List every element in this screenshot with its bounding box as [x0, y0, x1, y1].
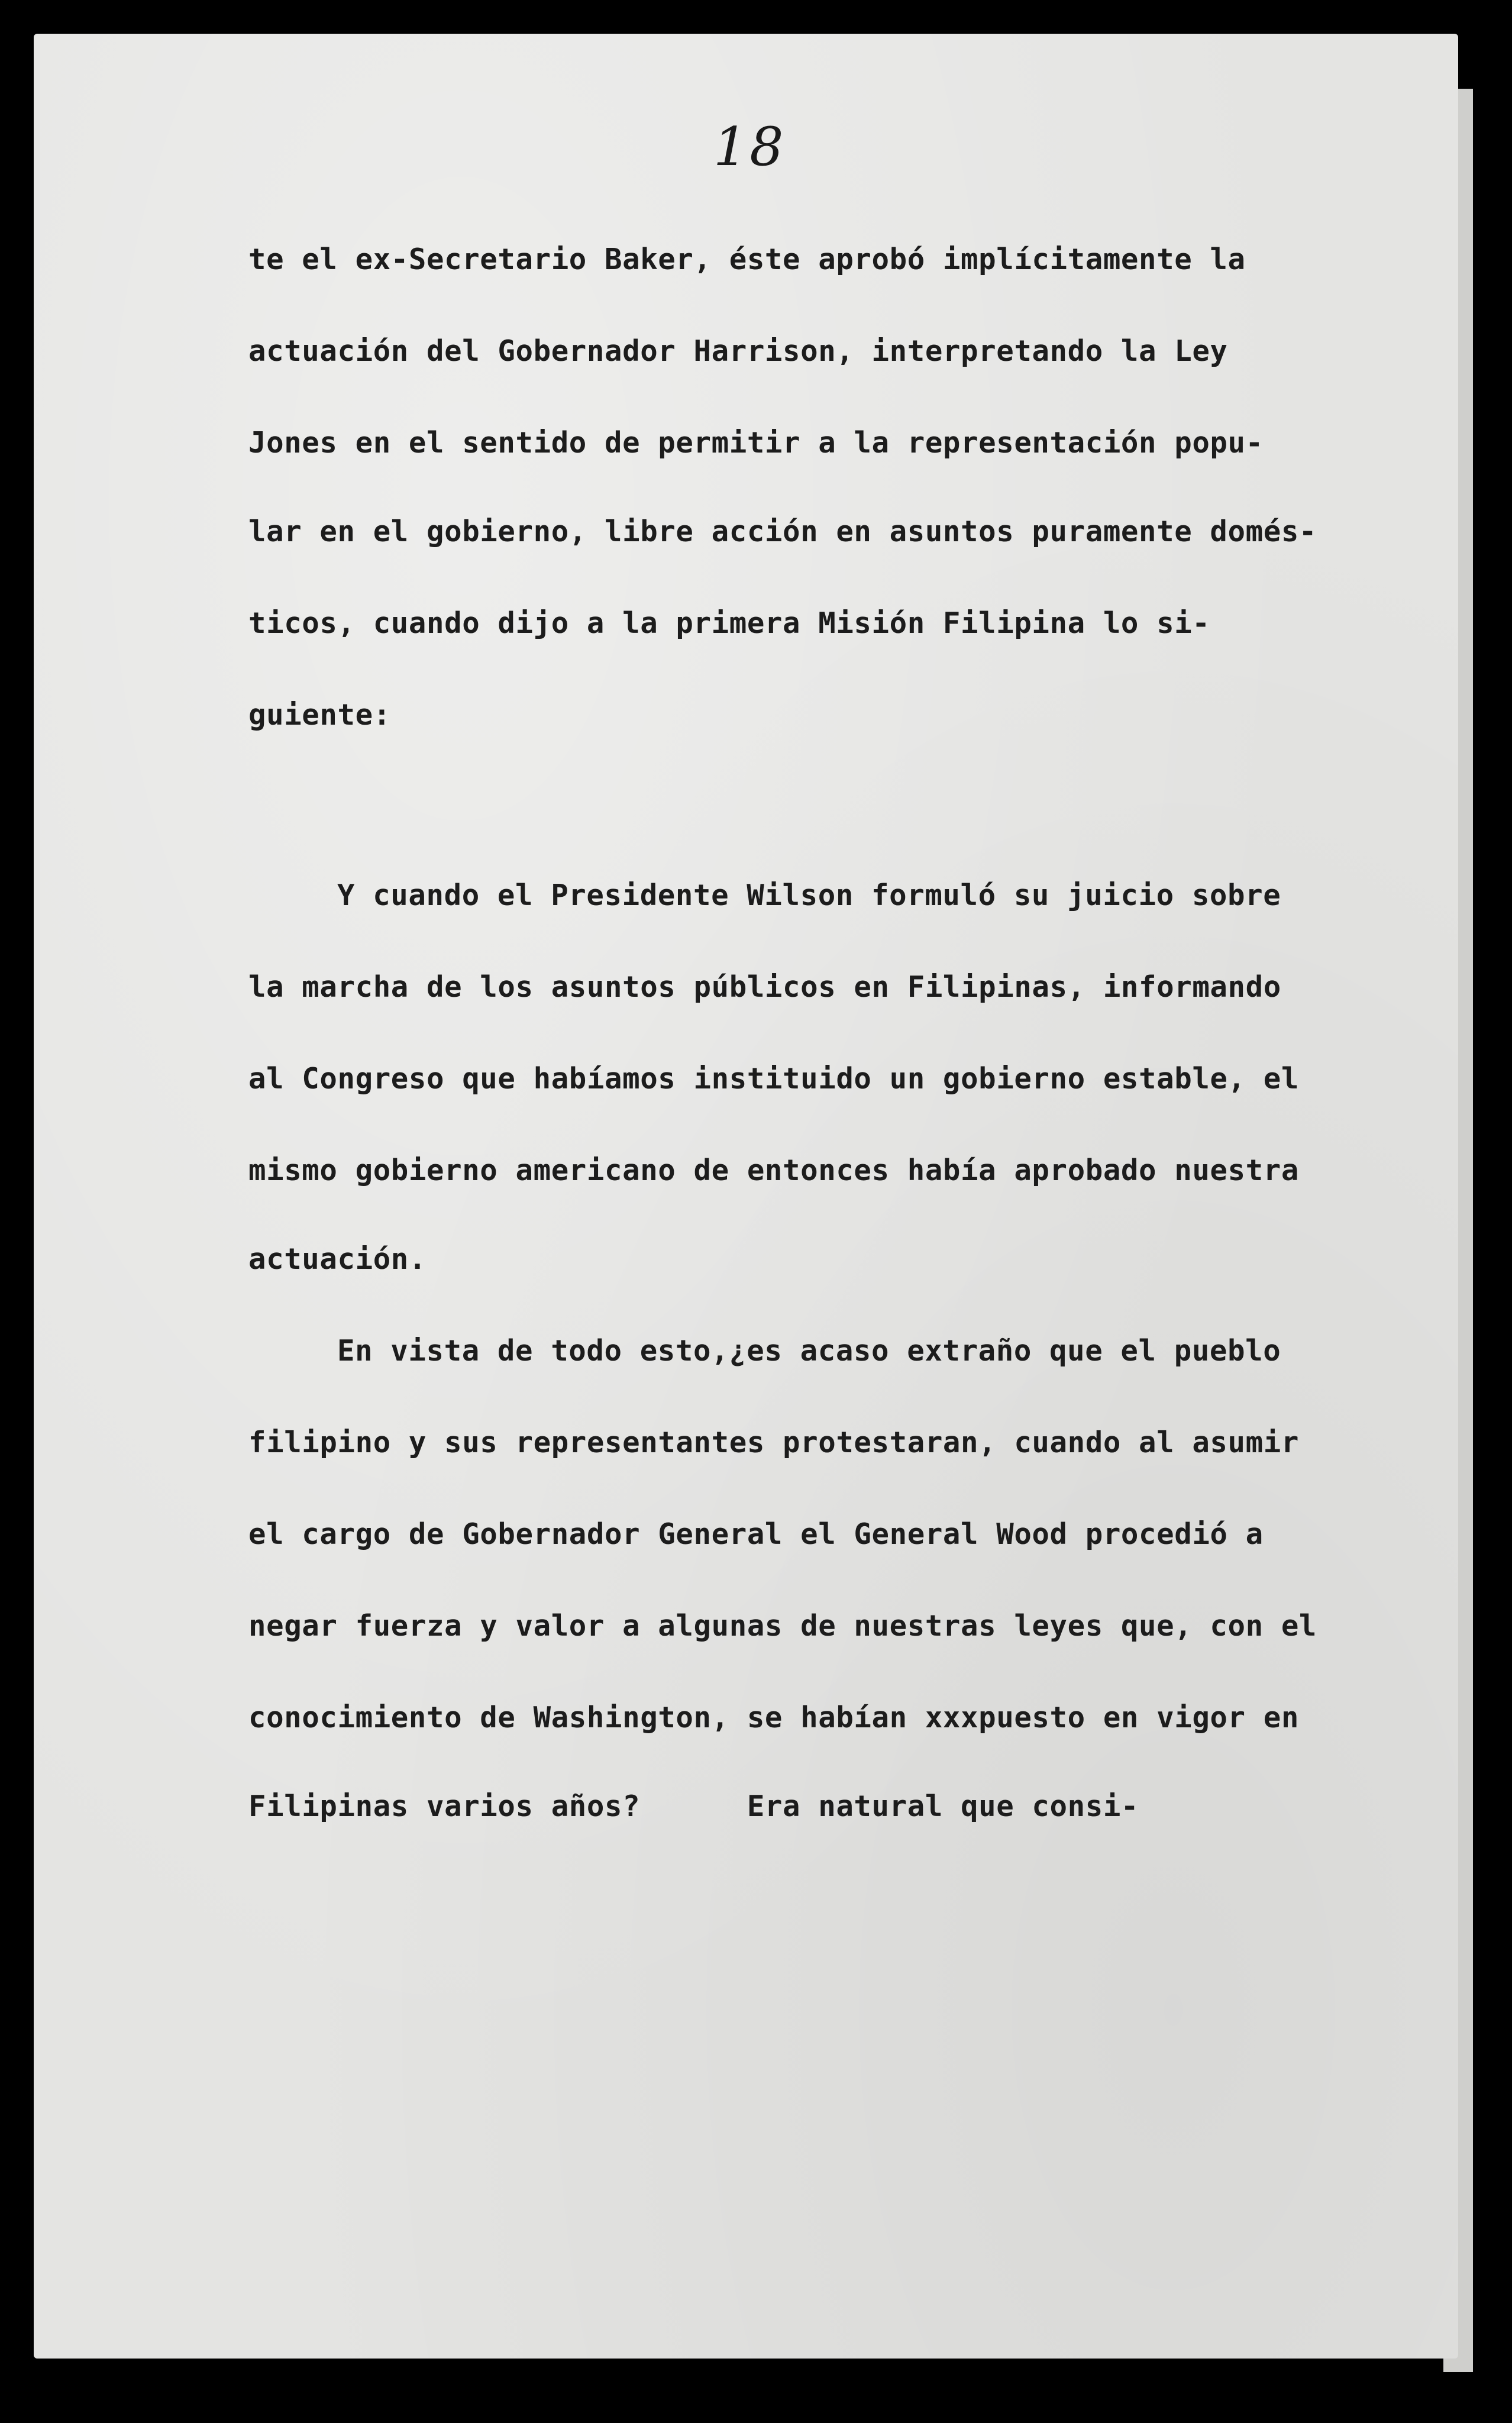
- text-line: guiente:: [248, 698, 391, 732]
- text-line: En vista de todo esto,¿es acaso extraño que el pueblo: [337, 1334, 1281, 1368]
- text-line: mismo gobierno americano de entonces había aprobado nuestra: [248, 1154, 1299, 1187]
- text-line: Y cuando el Presidente Wilson formuló su juicio sobre: [337, 878, 1281, 912]
- text-line: lar en el gobierno, libre acción en asuntos puramente domés-: [248, 515, 1317, 548]
- text-line: actuación.: [248, 1242, 427, 1276]
- page-number: 18: [713, 116, 786, 178]
- text-line: te el ex-Secretario Baker, éste aprobó implícitamente la: [248, 243, 1246, 276]
- text-line: filipino y sus representantes protestaran, cuando al asumir: [248, 1426, 1299, 1459]
- text-line: negar fuerza y valor a algunas de nuestras leyes que, con el: [248, 1609, 1317, 1643]
- paper-sheet: [34, 34, 1458, 2359]
- text-line: ticos, cuando dijo a la primera Misión Filipina lo si-: [248, 606, 1210, 640]
- text-line: conocimiento de Washington, se habían xxxpuesto en vigor en: [248, 1701, 1299, 1734]
- text-line: actuación del Gobernador Harrison, interpretando la Ley: [248, 334, 1228, 368]
- text-line: al Congreso que habíamos instituido un gobierno estable, el: [248, 1062, 1299, 1096]
- text-line: la marcha de los asuntos públicos en Filipinas, informando: [248, 970, 1281, 1004]
- text-line: Filipinas varios años? Era natural que consi-: [248, 1789, 1139, 1823]
- text-line: Jones en el sentido de permitir a la representación popu-: [248, 426, 1264, 460]
- text-line: el cargo de Gobernador General el General Wood procedió a: [248, 1517, 1264, 1551]
